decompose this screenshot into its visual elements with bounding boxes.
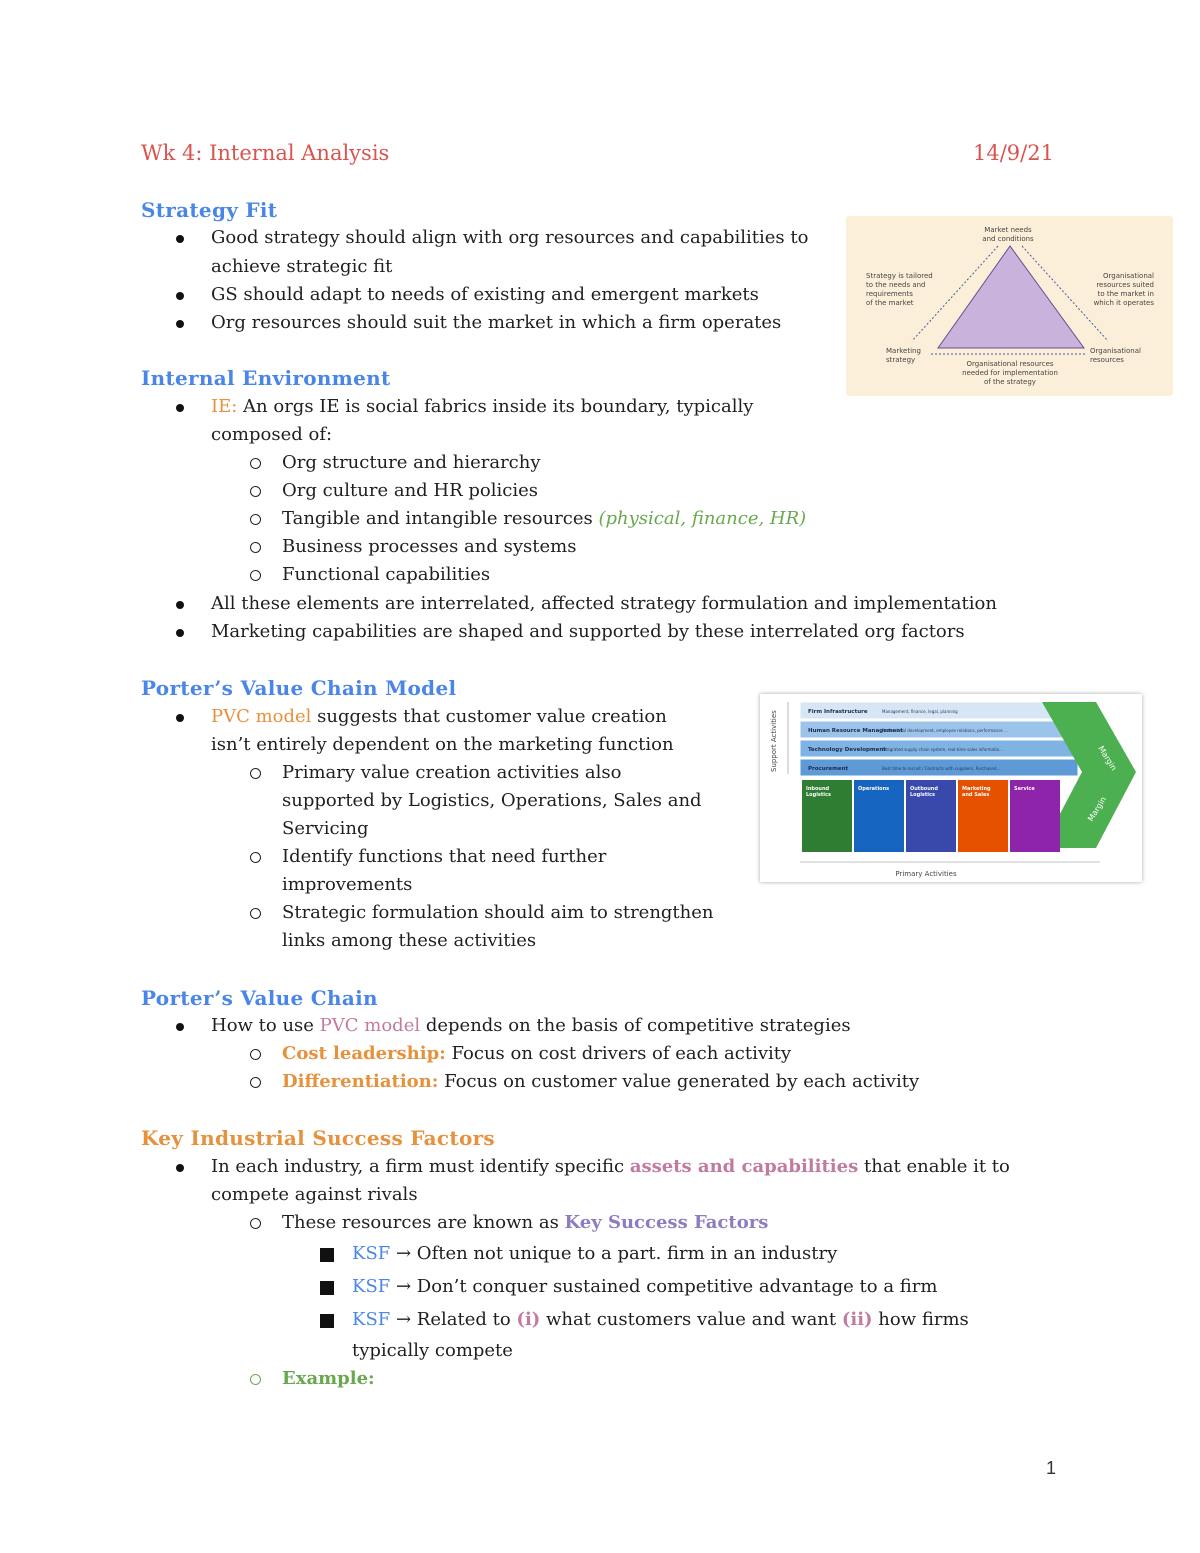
fig-bottom-label: Organisational resources needed for implementation of the strategy <box>962 360 1058 386</box>
square-bullet-icon <box>320 1281 334 1295</box>
primary-activity-label: Service <box>1014 786 1035 792</box>
bullet-icon <box>176 714 184 722</box>
pvc-sub-2a: Identify functions that need further <box>282 846 607 867</box>
support-activities-label: Support Activities <box>770 710 778 772</box>
ksf-item-3-ii: (ii) <box>841 1309 873 1330</box>
strategy-fit-bullet-3: Org resources should suit the market in which a firm operates <box>211 312 782 333</box>
pvc-bullet-1a <box>211 703 667 731</box>
pvc-sub-1a: Primary value creation activities also <box>282 762 622 783</box>
strategy-fit-bullet-1a: Good strategy should align with org resources and capabilities to <box>211 227 809 248</box>
bullet-icon <box>176 1164 184 1172</box>
ksf-item-3-i: (i) <box>516 1309 541 1330</box>
circle-bullet-icon <box>250 486 261 497</box>
ie-bullet-1b: composed of: <box>211 424 333 445</box>
ie-bullet-2: All these elements are interrelated, affected strategy formulation and implementation <box>211 593 997 614</box>
support-row-desc: Management, finance, legal, planning <box>882 709 958 714</box>
ie-bullet-1-text: An orgs IE is social fabrics inside its boundary, typically <box>237 396 754 417</box>
primary-activities-label: Primary Activities <box>895 870 957 878</box>
ksf-heading: Key Industrial Success Factors <box>141 1126 495 1150</box>
ksf-example: Example: <box>282 1368 375 1389</box>
ksf-item-2-text: → Don’t conquer sustained competitive advantage to a firm <box>390 1276 938 1297</box>
pvc-sub-3b: links among these activities <box>282 930 537 951</box>
support-row-label: Procurement <box>808 766 849 772</box>
fig-right-side-label: Organisational resources suited to the market in which it operates <box>1093 272 1154 307</box>
primary-activity-label: Inbound Logistics <box>806 786 831 798</box>
bullet-icon <box>176 629 184 637</box>
ksf-sub1-pre: These resources are known as <box>282 1212 565 1233</box>
fig-bottom-left-label: Marketing strategy <box>886 347 921 364</box>
bullet-icon <box>176 235 184 243</box>
pvc2-pre: How to use <box>211 1015 320 1036</box>
circle-bullet-icon <box>250 1077 261 1088</box>
ie-sub-1: Org structure and hierarchy <box>282 452 541 473</box>
pvc-bullet-1-text: suggests that customer value creation <box>311 706 667 727</box>
ksf-sub-1 <box>282 1209 768 1237</box>
circle-bullet-icon <box>250 458 261 469</box>
ie-sub-3 <box>282 505 806 533</box>
ksf-item-3a <box>352 1306 969 1334</box>
fig-left-side-label: Strategy is tailored to the needs and requirements of the market <box>866 272 933 307</box>
pvc2-sub-2 <box>282 1068 919 1096</box>
fig-bottom-right-label: Organisational resources <box>1090 347 1141 364</box>
ksf-item-2-key: KSF <box>352 1276 391 1297</box>
support-row-desc: Best time to recruit / Contracts with suppliers, Purchased… <box>882 766 1001 771</box>
pvc-heading: Porter’s Value Chain <box>141 986 378 1010</box>
circle-bullet-icon <box>250 514 261 525</box>
circle-bullet-icon <box>250 542 261 553</box>
fig-top-label: Market needs and conditions <box>982 226 1034 243</box>
circle-bullet-icon <box>250 570 261 581</box>
bullet-icon <box>176 1023 184 1031</box>
ksf-b1-key: assets and capabilities <box>629 1156 859 1177</box>
pvc2-sub-1 <box>282 1040 791 1068</box>
ksf-b1-pre: In each industry, a firm must identify specific <box>211 1156 630 1177</box>
ie-sub-3-text: Tangible and intangible resources <box>282 508 599 529</box>
ksf-bullet-1a <box>211 1153 1010 1181</box>
circle-bullet-icon <box>250 1218 261 1229</box>
cost-leadership-text: Focus on cost drivers of each activity <box>445 1043 792 1064</box>
pvc2-key: PVC model <box>319 1015 421 1036</box>
circle-bullet-icon <box>250 768 261 779</box>
primary-activity-label: Operations <box>858 786 890 792</box>
ie-bullet-3: Marketing capabilities are shaped and supported by these interrelated org factors <box>211 621 965 642</box>
primary-activity-label: Marketing and Sales <box>962 786 991 798</box>
support-row-label: Firm Infrastructure <box>808 709 868 715</box>
ksf-item-3-a: → Related to <box>390 1309 517 1330</box>
square-bullet-icon <box>320 1314 334 1328</box>
ksf-item-3b: typically compete <box>352 1340 513 1361</box>
ie-key: IE: <box>211 396 238 417</box>
ie-sub-5: Functional capabilities <box>282 564 491 585</box>
ksf-bullet-1b: compete against rivals <box>211 1184 418 1205</box>
triangle-diagram <box>846 216 1173 396</box>
ksf-item-3-b: what customers value and want <box>540 1309 842 1330</box>
primary-activity-label: Outbound Logistics <box>910 786 938 798</box>
ie-sub-4: Business processes and systems <box>282 536 577 557</box>
value-chain-diagram <box>760 694 1142 882</box>
bullet-icon <box>176 601 184 609</box>
pvc2-post: depends on the basis of competitive strategies <box>420 1015 851 1036</box>
pvc-bullet-1b: isn’t entirely dependent on the marketing function <box>211 734 674 755</box>
pvc-model-heading: Porter’s Value Chain Model <box>141 676 457 700</box>
cost-leadership-key: Cost leadership: <box>282 1043 446 1064</box>
ie-bullet-1a <box>211 393 753 421</box>
differentiation-key: Differentiation: <box>282 1071 439 1092</box>
page-title: Wk 4: Internal Analysis <box>141 141 390 165</box>
circle-bullet-icon <box>250 852 261 863</box>
bullet-icon <box>176 292 184 300</box>
pvc-sub-1b: supported by Logistics, Operations, Sales and <box>282 790 702 811</box>
ksf-item-3-key: KSF <box>352 1309 391 1330</box>
pvc2-bullet-1 <box>211 1012 851 1040</box>
margin-label-bottom: Margin <box>1086 795 1109 824</box>
ksf-b1-post: that enable it to <box>858 1156 1010 1177</box>
ksf-item-3-c: how firms <box>872 1309 969 1330</box>
circle-bullet-icon <box>250 1049 261 1060</box>
pvc-sub-3a: Strategic formulation should aim to strengthen <box>282 902 714 923</box>
internal-environment-heading: Internal Environment <box>141 366 391 390</box>
value-chain-figure <box>760 694 1142 882</box>
pvc-model-key: PVC model <box>211 706 312 727</box>
support-row-label: Technology Development <box>808 747 886 753</box>
page-date: 14/9/21 <box>973 141 1054 165</box>
circle-bullet-icon <box>250 1374 261 1385</box>
ksf-item-1-text: → Often not unique to a part. firm in an industry <box>390 1243 838 1264</box>
strategy-fit-bullet-2: GS should adapt to needs of existing and emergent markets <box>211 284 759 305</box>
strategy-fit-bullet-1b: achieve strategic fit <box>211 256 393 277</box>
differentiation-text: Focus on customer value generated by each activity <box>438 1071 920 1092</box>
strategic-fit-triangle-figure <box>846 216 1173 396</box>
ksf-item-1 <box>352 1240 837 1268</box>
square-bullet-icon <box>320 1248 334 1262</box>
circle-bullet-icon <box>250 908 261 919</box>
bullet-icon <box>176 320 184 328</box>
ksf-item-1-key: KSF <box>352 1243 391 1264</box>
ksf-item-2 <box>352 1273 937 1301</box>
pvc-sub-1c: Servicing <box>282 818 369 839</box>
ie-sub-2: Org culture and HR policies <box>282 480 538 501</box>
pvc-sub-2b: improvements <box>282 874 413 895</box>
strategy-fit-heading: Strategy Fit <box>141 198 278 222</box>
support-row-desc: Professional development, employee relations, performance … <box>882 728 1009 733</box>
ie-sub-3-note: (physical, finance, HR) <box>598 508 807 529</box>
page-number: 1 <box>1046 1458 1057 1478</box>
support-row-desc: Integrated supply chain system, real-time sales informatio… <box>882 747 1004 752</box>
support-row-label: Human Resource Management <box>808 728 903 734</box>
ksf-sub1-key: Key Success Factors <box>564 1212 769 1233</box>
bullet-icon <box>176 404 184 412</box>
margin-label-top: Margin <box>1096 744 1119 773</box>
